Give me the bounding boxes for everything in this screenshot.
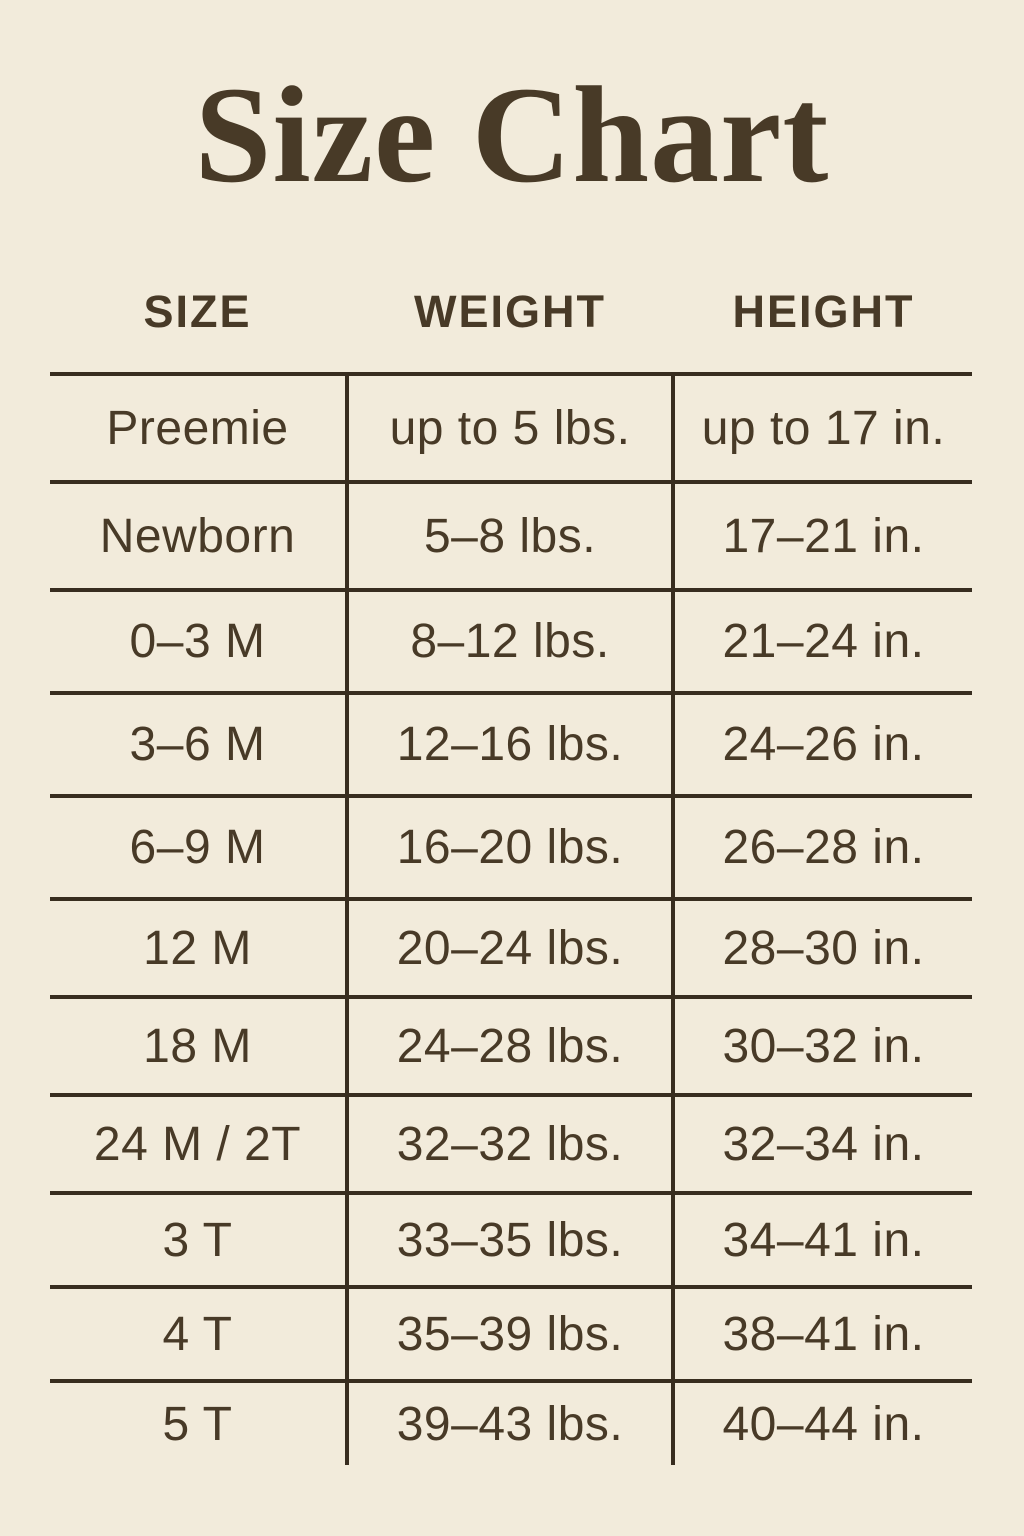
column-header-size: SIZE [143, 286, 252, 337]
cell-height: up to 17 in. [701, 401, 946, 455]
cell-height: 21–24 in. [722, 615, 925, 668]
cell-height: 24–26 in. [722, 718, 925, 771]
table-row [50, 372, 972, 480]
page-title: Size Chart [194, 58, 830, 211]
cell-size: 3 T [162, 1213, 233, 1267]
cell-size: 6–9 M [129, 821, 266, 874]
table-body [50, 372, 972, 1465]
cell-weight: 8–12 lbs. [345, 592, 675, 691]
table-row [50, 794, 972, 897]
table-row [50, 897, 972, 995]
cell-height: 32–34 in. [722, 1117, 925, 1171]
table-header-row [50, 282, 972, 342]
cell-weight: up to 5 lbs. [345, 376, 675, 480]
cell-weight: 12–16 lbs. [345, 695, 675, 794]
size-chart-table [50, 282, 972, 1465]
column-header-height: HEIGHT [732, 286, 915, 337]
cell-size: 5 T [162, 1397, 233, 1451]
cell-height: 40–44 in. [722, 1397, 925, 1451]
cell-size: Newborn [99, 509, 296, 563]
table-row [50, 1285, 972, 1379]
cell-height: 28–30 in. [722, 921, 925, 975]
cell-height: 26–28 in. [722, 821, 925, 874]
cell-size: 18 M [143, 1019, 252, 1073]
cell-size: 3–6 M [129, 718, 266, 771]
table-row [50, 1191, 972, 1285]
cell-size: 0–3 M [129, 615, 266, 668]
cell-weight: 5–8 lbs. [345, 484, 675, 588]
cell-weight: 35–39 lbs. [345, 1289, 675, 1379]
cell-height: 34–41 in. [722, 1213, 925, 1267]
cell-weight: 39–43 lbs. [345, 1383, 675, 1465]
table-row [50, 588, 972, 691]
cell-weight: 16–20 lbs. [345, 798, 675, 897]
cell-size: 12 M [143, 921, 252, 975]
cell-height: 17–21 in. [722, 509, 925, 563]
table-row [50, 1093, 972, 1191]
cell-height: 38–41 in. [722, 1307, 925, 1361]
cell-weight: 24–28 lbs. [345, 999, 675, 1093]
table-row [50, 480, 972, 588]
cell-size: 4 T [162, 1307, 233, 1361]
cell-weight: 33–35 lbs. [345, 1195, 675, 1285]
table-row [50, 995, 972, 1093]
cell-size: Preemie [106, 401, 289, 455]
table-row [50, 1379, 972, 1465]
table-row [50, 691, 972, 794]
cell-weight: 32–32 lbs. [345, 1097, 675, 1191]
column-header-weight: WEIGHT [414, 286, 606, 337]
cell-weight: 20–24 lbs. [345, 901, 675, 995]
cell-size: 24 M / 2T [93, 1117, 302, 1171]
cell-height: 30–32 in. [722, 1019, 925, 1073]
